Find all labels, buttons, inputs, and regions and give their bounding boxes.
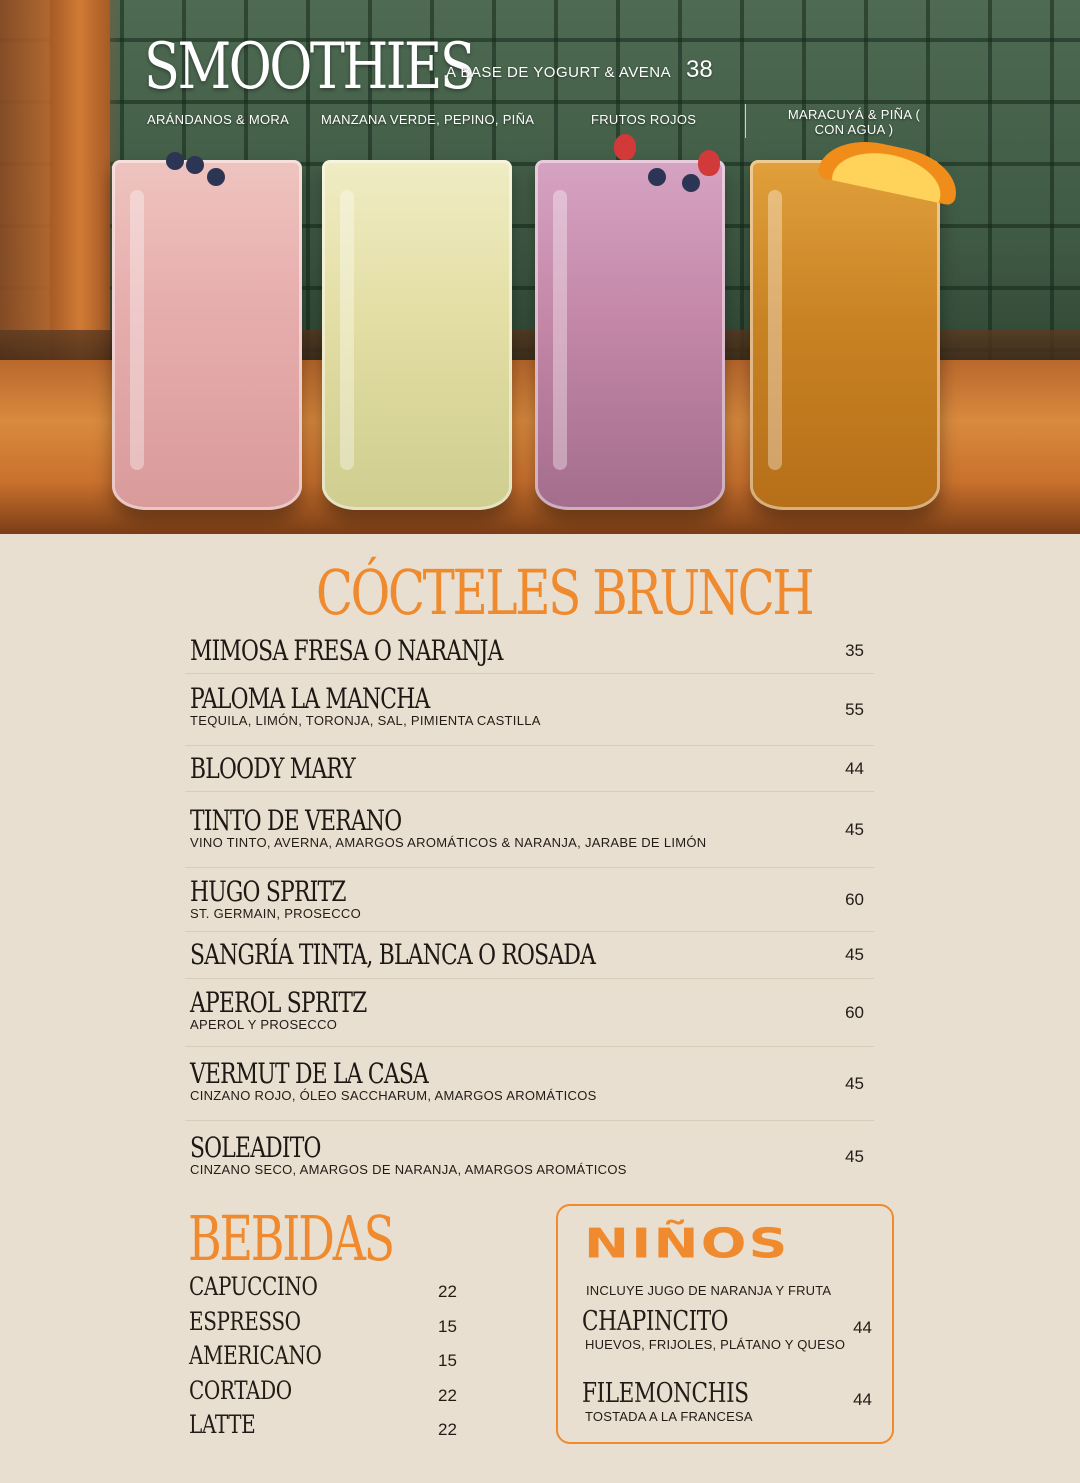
cocktail-price: 45 [845, 945, 864, 964]
kids-item-name: CHAPINCITO [582, 1306, 729, 1337]
blueberry-garnish [207, 168, 225, 186]
cocktail-item [185, 868, 874, 932]
cocktail-item [185, 1047, 874, 1121]
smoothies-title: SMOOTHIES [144, 30, 474, 104]
cocktail-item [185, 932, 874, 979]
drink-price: 22 [438, 1420, 457, 1439]
cocteles-section-title: CÓCTELES BRUNCH [316, 556, 813, 629]
kids-item-price: 44 [853, 1318, 872, 1337]
cocktail-price: 45 [845, 1073, 864, 1093]
cocktail-description: ST. GERMAIN, PROSECCO [190, 906, 361, 921]
cocktail-price: 60 [845, 1002, 864, 1022]
drink-name: ESPRESSO [189, 1306, 301, 1336]
drink-price: 22 [438, 1282, 457, 1301]
cocktail-name: SOLEADITO [190, 1131, 321, 1164]
cocktail-price: 44 [845, 758, 864, 778]
cocktail-description: TEQUILA, LIMÓN, TORONJA, SAL, PIMIENTA CASTILLA [190, 713, 541, 728]
kids-item-description: TOSTADA A LA FRANCESA [585, 1409, 753, 1424]
cocktail-name: VERMUT DE LA CASA [190, 1057, 429, 1090]
smoothie-glass-maracuya [750, 160, 940, 510]
kids-item [582, 1378, 872, 1424]
kids-item-description: HUEVOS, FRIJOLES, PLÁTANO Y QUESO [585, 1337, 846, 1352]
cocktail-name: SANGRÍA TINTA, BLANCA O ROSADA [190, 938, 596, 971]
cocktail-name: BLOODY MARY [190, 752, 355, 785]
cocktail-item [185, 979, 874, 1047]
cocktail-price: 45 [845, 1147, 864, 1166]
strawberry-garnish [614, 134, 636, 160]
drink-name: AMERICANO [189, 1341, 322, 1370]
smoothies-subtitle: A BASE DE YOGURT & AVENA [446, 64, 672, 81]
drink-price: 22 [438, 1385, 457, 1405]
cocktail-price: 35 [845, 640, 864, 660]
drink-item [189, 1272, 479, 1307]
cocktail-description: CINZANO SECO, AMARGOS DE NARANJA, AMARGOS AROMÁTICOS [190, 1162, 627, 1177]
drink-item [189, 1376, 479, 1411]
smoothie-glass-manzana [322, 160, 512, 510]
cocktail-item [185, 746, 874, 792]
drink-name: CAPUCCINO [189, 1272, 318, 1301]
cocktail-name: PALOMA LA MANCHA [190, 682, 430, 715]
cocktail-name: HUGO SPRITZ [190, 875, 346, 908]
cocktail-name: TINTO DE VERANO [190, 804, 402, 837]
smoothie-flavor-label: ARÁNDANOS & MORA [147, 112, 290, 127]
flavor-divider [745, 104, 746, 138]
smoothie-glass-frutos-rojos [535, 160, 725, 510]
ninos-subtitle: INCLUYE JUGO DE NARANJA Y FRUTA [586, 1283, 832, 1298]
cocktail-item [185, 1121, 874, 1193]
drink-name: LATTE [189, 1410, 256, 1439]
drink-list [189, 1272, 479, 1445]
bebidas-section-title: BEBIDAS [188, 1202, 393, 1275]
smoothie-flavor-label: FRUTOS ROJOS [591, 112, 697, 127]
ninos-panel [556, 1204, 894, 1444]
cocktail-description: VINO TINTO, AVERNA, AMARGOS AROMÁTICOS & NARANJA, JARABE DE LIMÓN [190, 835, 707, 850]
smoothie-flavor-label: MARACUYÁ & PIÑA ( CON AGUA ) [787, 107, 921, 137]
cocktail-price: 45 [845, 819, 864, 839]
smoothie-flavor-label: MANZANA VERDE, PEPINO, PIÑA [321, 112, 535, 127]
kids-item [582, 1306, 872, 1352]
kids-item-price: 44 [853, 1390, 872, 1409]
drink-price: 15 [438, 1351, 457, 1370]
drink-item [189, 1341, 479, 1376]
blueberry-garnish [648, 168, 666, 186]
blueberry-garnish [186, 156, 204, 174]
drink-item [189, 1307, 479, 1342]
drink-price: 15 [438, 1316, 457, 1336]
blueberry-garnish [682, 174, 700, 192]
cocktail-name: APEROL SPRITZ [190, 986, 367, 1019]
drink-name: CORTADO [189, 1375, 292, 1405]
kids-item-name: FILEMONCHIS [582, 1378, 749, 1409]
smoothie-glass-arandanos [112, 160, 302, 510]
cocktail-description: APEROL Y PROSECCO [190, 1017, 338, 1032]
drink-item [189, 1410, 479, 1445]
cocktail-price: 60 [845, 889, 864, 909]
ninos-section-title: NIÑOS [584, 1220, 790, 1268]
cocktail-list [185, 628, 874, 1193]
cocktail-item [185, 674, 874, 746]
blueberry-garnish [166, 152, 184, 170]
cocktail-price: 55 [845, 699, 864, 719]
smoothies-hero-photo [0, 0, 1080, 534]
strawberry-garnish [698, 150, 720, 176]
wood-post [50, 0, 110, 380]
cocktail-item [185, 792, 874, 868]
cocktail-description: CINZANO ROJO, ÓLEO SACCHARUM, AMARGOS AROMÁTICOS [190, 1088, 597, 1103]
cocktail-name: MIMOSA FRESA O NARANJA [190, 634, 503, 667]
cocktail-item [185, 628, 874, 674]
smoothies-price: 38 [686, 56, 713, 83]
